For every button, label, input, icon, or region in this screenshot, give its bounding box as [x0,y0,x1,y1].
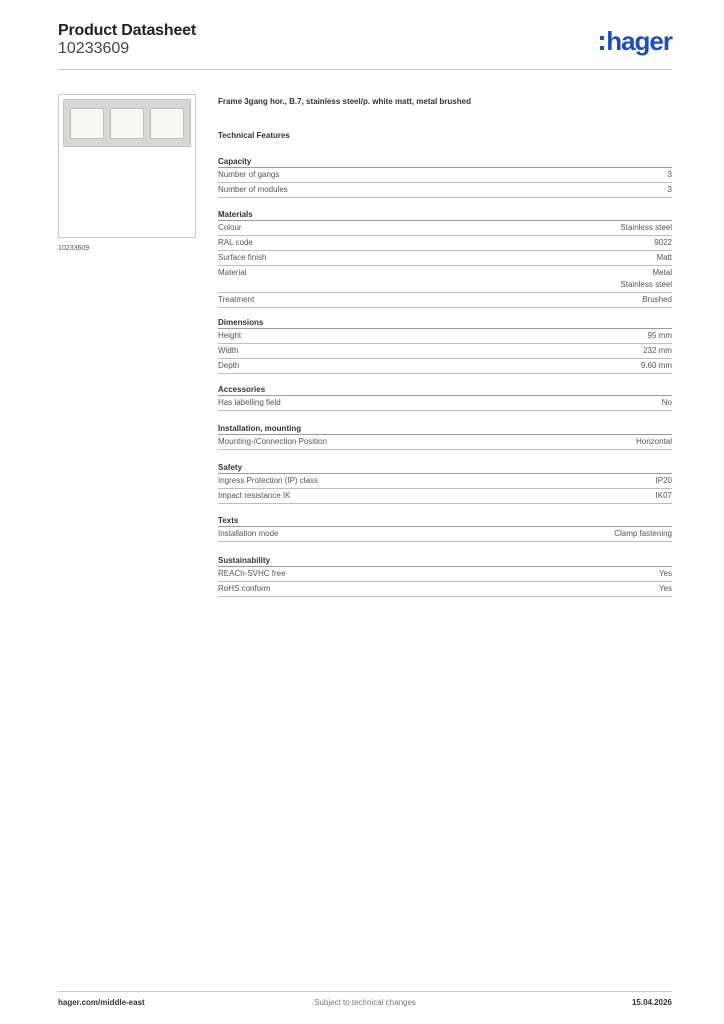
row-value-line: Metal [652,268,672,277]
table-row [218,221,672,236]
row-label: Number of modules [218,185,288,194]
row-value: Matt [656,253,672,262]
row-label: Installation mode [218,529,279,538]
row-label: Height [218,331,242,340]
table-row [218,359,672,374]
row-value: No [661,398,672,407]
table-row [218,567,672,582]
section-sustainability [218,555,672,597]
frame-window [70,108,104,139]
row-value: 9.60 mm [640,361,672,370]
document-title: Product Datasheet [58,22,196,39]
table-row [218,582,672,597]
row-label: Mounting-/Connection Position [218,437,327,446]
section-title: Sustainability [218,555,672,567]
section-capacity [218,156,672,198]
page-header [58,22,672,70]
row-label: Ingress Protection (IP) class [218,476,319,485]
frame-3gang-image [63,99,191,147]
footer-notice: Subject to technical changes [314,998,416,1007]
footer-date: 15.04.2026 [631,998,672,1007]
footer-divider [58,991,672,992]
product-image [58,94,196,238]
table-row [218,329,672,344]
row-label: Width [218,346,239,355]
row-label: Has labelling field [218,398,281,407]
frame-window [110,108,144,139]
row-label: Material [218,268,247,277]
section-safety [218,462,672,504]
table-row [218,236,672,251]
table-row [218,183,672,198]
table-row [218,168,672,183]
section-title: Safety [218,462,672,474]
row-label: RAL code [218,238,253,247]
table-row [218,527,672,542]
row-value: Brushed [642,295,672,304]
table-row [218,435,672,450]
row-value: IP20 [655,476,672,485]
document-number: 10233609 [58,40,130,57]
table-row [218,489,672,504]
table-row [218,251,672,266]
row-value-line: Stainless steel [620,280,672,289]
section-dimensions [218,317,672,374]
row-label: Surface finish [218,253,267,262]
table-row [218,293,672,308]
section-title: Materials [218,209,672,221]
row-label: Treatment [218,295,255,304]
row-value: Yes [658,569,672,578]
row-value [620,267,672,291]
hager-logo [600,28,672,54]
row-label: RoHS conform [218,584,271,593]
table-row [218,344,672,359]
row-value: 9022 [654,238,672,247]
footer-website: hager.com/middle-east [58,998,145,1007]
row-value: 232 mm [643,346,672,355]
section-installation [218,423,672,450]
header-divider [58,69,672,70]
section-materials [218,209,672,308]
technical-content [218,96,672,593]
row-value: Stainless steel [620,223,672,232]
row-value: Horizontal [635,437,672,446]
row-label: Colour [218,223,242,232]
row-label: Number of gangs [218,170,280,179]
section-title: Installation, mounting [218,423,672,435]
technical-features-heading: Technical Features [218,131,290,140]
row-value: 3 [667,170,672,179]
image-caption: 10233609 [58,245,90,252]
frame-window [150,108,184,139]
section-title: Texts [218,515,672,527]
row-value: Clamp fastening [614,529,672,538]
row-label: Impact resistance IK [218,491,291,500]
section-accessories [218,384,672,411]
table-row [218,396,672,411]
section-title: Dimensions [218,317,672,329]
section-title: Capacity [218,156,672,168]
table-row [218,266,672,293]
row-label: Depth [218,361,240,370]
logo-colon-icon [600,36,604,50]
section-texts [218,515,672,542]
table-row [218,474,672,489]
row-value: Yes [658,584,672,593]
row-value: IK07 [655,491,672,500]
product-description: Frame 3gang hor., B.7, stainless steel/p. white matt, metal brushed [218,97,471,106]
row-value: 95 mm [647,331,672,340]
logo-text: hager [606,26,672,56]
section-title: Accessories [218,384,672,396]
row-value: 3 [667,185,672,194]
page-footer [58,998,672,1010]
row-label: REACh-SVHC free [218,569,286,578]
